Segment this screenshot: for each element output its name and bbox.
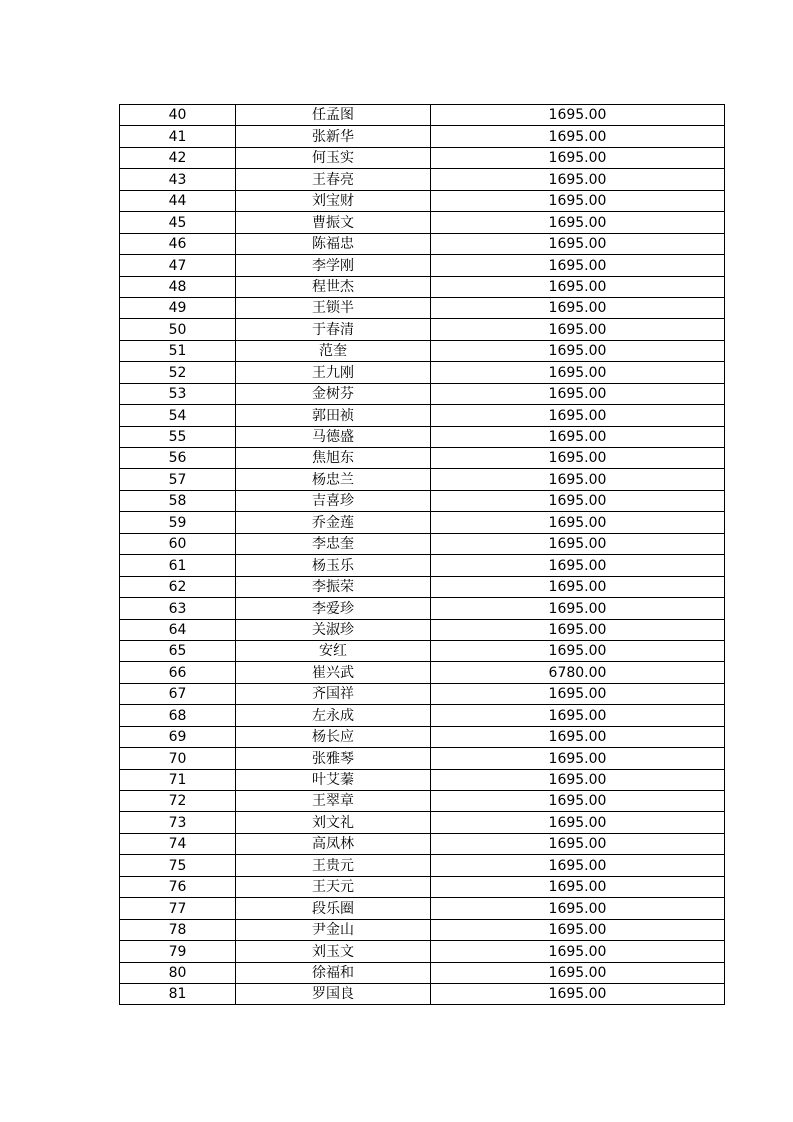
amount-cell: 1695.00 <box>431 297 725 318</box>
amount-cell: 1695.00 <box>431 212 725 233</box>
table-row <box>120 598 725 619</box>
name-cell: 杨玉乐 <box>236 555 431 576</box>
amount-cell: 1695.00 <box>431 233 725 254</box>
row-number-cell: 44 <box>120 190 236 211</box>
table-row <box>120 983 725 1004</box>
row-number-cell: 62 <box>120 576 236 597</box>
row-number-cell: 65 <box>120 640 236 661</box>
table-row <box>120 662 725 683</box>
table-row <box>120 941 725 962</box>
amount-cell: 1695.00 <box>431 383 725 404</box>
table-row <box>120 190 725 211</box>
amount-cell: 1695.00 <box>431 490 725 511</box>
name-cell: 何玉实 <box>236 147 431 168</box>
amount-cell: 1695.00 <box>431 426 725 447</box>
table-row <box>120 705 725 726</box>
name-cell: 张雅琴 <box>236 748 431 769</box>
row-number-cell: 41 <box>120 126 236 147</box>
row-number-cell: 54 <box>120 405 236 426</box>
amount-cell: 1695.00 <box>431 255 725 276</box>
amount-cell: 1695.00 <box>431 105 725 126</box>
row-number-cell: 53 <box>120 383 236 404</box>
table-row <box>120 855 725 876</box>
row-number-cell: 40 <box>120 105 236 126</box>
row-number-cell: 43 <box>120 169 236 190</box>
name-cell: 崔兴武 <box>236 662 431 683</box>
table-row <box>120 405 725 426</box>
amount-cell: 1695.00 <box>431 126 725 147</box>
name-cell: 叶艾蓁 <box>236 769 431 790</box>
name-cell: 刘宝财 <box>236 190 431 211</box>
amount-cell: 1695.00 <box>431 705 725 726</box>
table-row <box>120 576 725 597</box>
table-row <box>120 683 725 704</box>
amount-cell: 1695.00 <box>431 598 725 619</box>
table-row <box>120 640 725 661</box>
row-number-cell: 67 <box>120 683 236 704</box>
name-cell: 王天元 <box>236 876 431 897</box>
name-cell: 李振荣 <box>236 576 431 597</box>
name-cell: 于春清 <box>236 319 431 340</box>
row-number-cell: 71 <box>120 769 236 790</box>
name-cell: 郭田祯 <box>236 405 431 426</box>
row-number-cell: 64 <box>120 619 236 640</box>
amount-cell: 1695.00 <box>431 619 725 640</box>
table-row <box>120 340 725 361</box>
amount-cell: 1695.00 <box>431 876 725 897</box>
row-number-cell: 74 <box>120 833 236 854</box>
name-cell: 曹振文 <box>236 212 431 233</box>
row-number-cell: 49 <box>120 297 236 318</box>
table-row <box>120 876 725 897</box>
row-number-cell: 81 <box>120 983 236 1004</box>
amount-cell: 1695.00 <box>431 190 725 211</box>
row-number-cell: 48 <box>120 276 236 297</box>
row-number-cell: 66 <box>120 662 236 683</box>
name-cell: 陈福忠 <box>236 233 431 254</box>
table-row <box>120 490 725 511</box>
table-row <box>120 169 725 190</box>
table-row <box>120 726 725 747</box>
row-number-cell: 51 <box>120 340 236 361</box>
row-number-cell: 78 <box>120 919 236 940</box>
name-cell: 杨长应 <box>236 726 431 747</box>
amount-cell: 1695.00 <box>431 319 725 340</box>
table-row <box>120 233 725 254</box>
table-row <box>120 533 725 554</box>
name-cell: 刘文礼 <box>236 812 431 833</box>
row-number-cell: 50 <box>120 319 236 340</box>
name-cell: 齐国祥 <box>236 683 431 704</box>
amount-cell: 1695.00 <box>431 147 725 168</box>
name-cell: 马德盛 <box>236 426 431 447</box>
name-cell: 吉喜珍 <box>236 490 431 511</box>
amount-cell: 1695.00 <box>431 640 725 661</box>
name-cell: 王春亮 <box>236 169 431 190</box>
amount-cell: 1695.00 <box>431 812 725 833</box>
name-cell: 王九刚 <box>236 362 431 383</box>
amount-cell: 1695.00 <box>431 512 725 533</box>
amount-cell: 1695.00 <box>431 791 725 812</box>
row-number-cell: 61 <box>120 555 236 576</box>
row-number-cell: 47 <box>120 255 236 276</box>
table-row <box>120 147 725 168</box>
name-cell: 段乐圈 <box>236 898 431 919</box>
row-number-cell: 52 <box>120 362 236 383</box>
name-cell: 关淑珍 <box>236 619 431 640</box>
table-row <box>120 212 725 233</box>
amount-cell: 1695.00 <box>431 855 725 876</box>
table-row <box>120 898 725 919</box>
table-row <box>120 919 725 940</box>
row-number-cell: 57 <box>120 469 236 490</box>
row-number-cell: 69 <box>120 726 236 747</box>
table-row <box>120 555 725 576</box>
row-number-cell: 42 <box>120 147 236 168</box>
table-row <box>120 512 725 533</box>
amount-cell: 1695.00 <box>431 469 725 490</box>
name-cell: 王翠章 <box>236 791 431 812</box>
name-cell: 张新华 <box>236 126 431 147</box>
amount-cell: 1695.00 <box>431 362 725 383</box>
name-cell: 王锁半 <box>236 297 431 318</box>
amount-cell: 1695.00 <box>431 555 725 576</box>
row-number-cell: 73 <box>120 812 236 833</box>
amount-cell: 1695.00 <box>431 919 725 940</box>
amount-cell: 1695.00 <box>431 276 725 297</box>
table-row <box>120 255 725 276</box>
data-table-container <box>119 104 724 1005</box>
name-cell: 李忠奎 <box>236 533 431 554</box>
name-cell: 范奎 <box>236 340 431 361</box>
name-cell: 左永成 <box>236 705 431 726</box>
name-cell: 刘玉文 <box>236 941 431 962</box>
table-row <box>120 426 725 447</box>
amount-cell: 1695.00 <box>431 941 725 962</box>
amount-cell: 1695.00 <box>431 340 725 361</box>
row-number-cell: 59 <box>120 512 236 533</box>
name-cell: 高凤林 <box>236 833 431 854</box>
row-number-cell: 46 <box>120 233 236 254</box>
payment-table <box>119 104 725 1005</box>
row-number-cell: 63 <box>120 598 236 619</box>
amount-cell: 1695.00 <box>431 898 725 919</box>
name-cell: 程世杰 <box>236 276 431 297</box>
table-row <box>120 105 725 126</box>
amount-cell: 1695.00 <box>431 169 725 190</box>
name-cell: 安红 <box>236 640 431 661</box>
table-row <box>120 791 725 812</box>
table-row <box>120 619 725 640</box>
name-cell: 杨忠兰 <box>236 469 431 490</box>
amount-cell: 1695.00 <box>431 962 725 983</box>
row-number-cell: 79 <box>120 941 236 962</box>
table-row <box>120 383 725 404</box>
name-cell: 金树芬 <box>236 383 431 404</box>
table-row <box>120 833 725 854</box>
row-number-cell: 80 <box>120 962 236 983</box>
amount-cell: 6780.00 <box>431 662 725 683</box>
amount-cell: 1695.00 <box>431 748 725 769</box>
table-row <box>120 126 725 147</box>
amount-cell: 1695.00 <box>431 448 725 469</box>
name-cell: 徐福和 <box>236 962 431 983</box>
table-row <box>120 319 725 340</box>
table-row <box>120 748 725 769</box>
table-row <box>120 362 725 383</box>
amount-cell: 1695.00 <box>431 726 725 747</box>
name-cell: 王贵元 <box>236 855 431 876</box>
row-number-cell: 75 <box>120 855 236 876</box>
amount-cell: 1695.00 <box>431 683 725 704</box>
name-cell: 罗国良 <box>236 983 431 1004</box>
amount-cell: 1695.00 <box>431 769 725 790</box>
row-number-cell: 77 <box>120 898 236 919</box>
row-number-cell: 76 <box>120 876 236 897</box>
row-number-cell: 60 <box>120 533 236 554</box>
table-row <box>120 276 725 297</box>
table-row <box>120 812 725 833</box>
table-body <box>120 105 725 1005</box>
row-number-cell: 56 <box>120 448 236 469</box>
row-number-cell: 45 <box>120 212 236 233</box>
row-number-cell: 55 <box>120 426 236 447</box>
name-cell: 李爱珍 <box>236 598 431 619</box>
name-cell: 乔金莲 <box>236 512 431 533</box>
row-number-cell: 70 <box>120 748 236 769</box>
name-cell: 焦旭东 <box>236 448 431 469</box>
name-cell: 任孟图 <box>236 105 431 126</box>
amount-cell: 1695.00 <box>431 833 725 854</box>
table-row <box>120 962 725 983</box>
row-number-cell: 72 <box>120 791 236 812</box>
row-number-cell: 58 <box>120 490 236 511</box>
amount-cell: 1695.00 <box>431 533 725 554</box>
table-row <box>120 448 725 469</box>
amount-cell: 1695.00 <box>431 405 725 426</box>
row-number-cell: 68 <box>120 705 236 726</box>
table-row <box>120 469 725 490</box>
name-cell: 李学刚 <box>236 255 431 276</box>
table-row <box>120 297 725 318</box>
amount-cell: 1695.00 <box>431 576 725 597</box>
amount-cell: 1695.00 <box>431 983 725 1004</box>
table-row <box>120 769 725 790</box>
name-cell: 尹金山 <box>236 919 431 940</box>
